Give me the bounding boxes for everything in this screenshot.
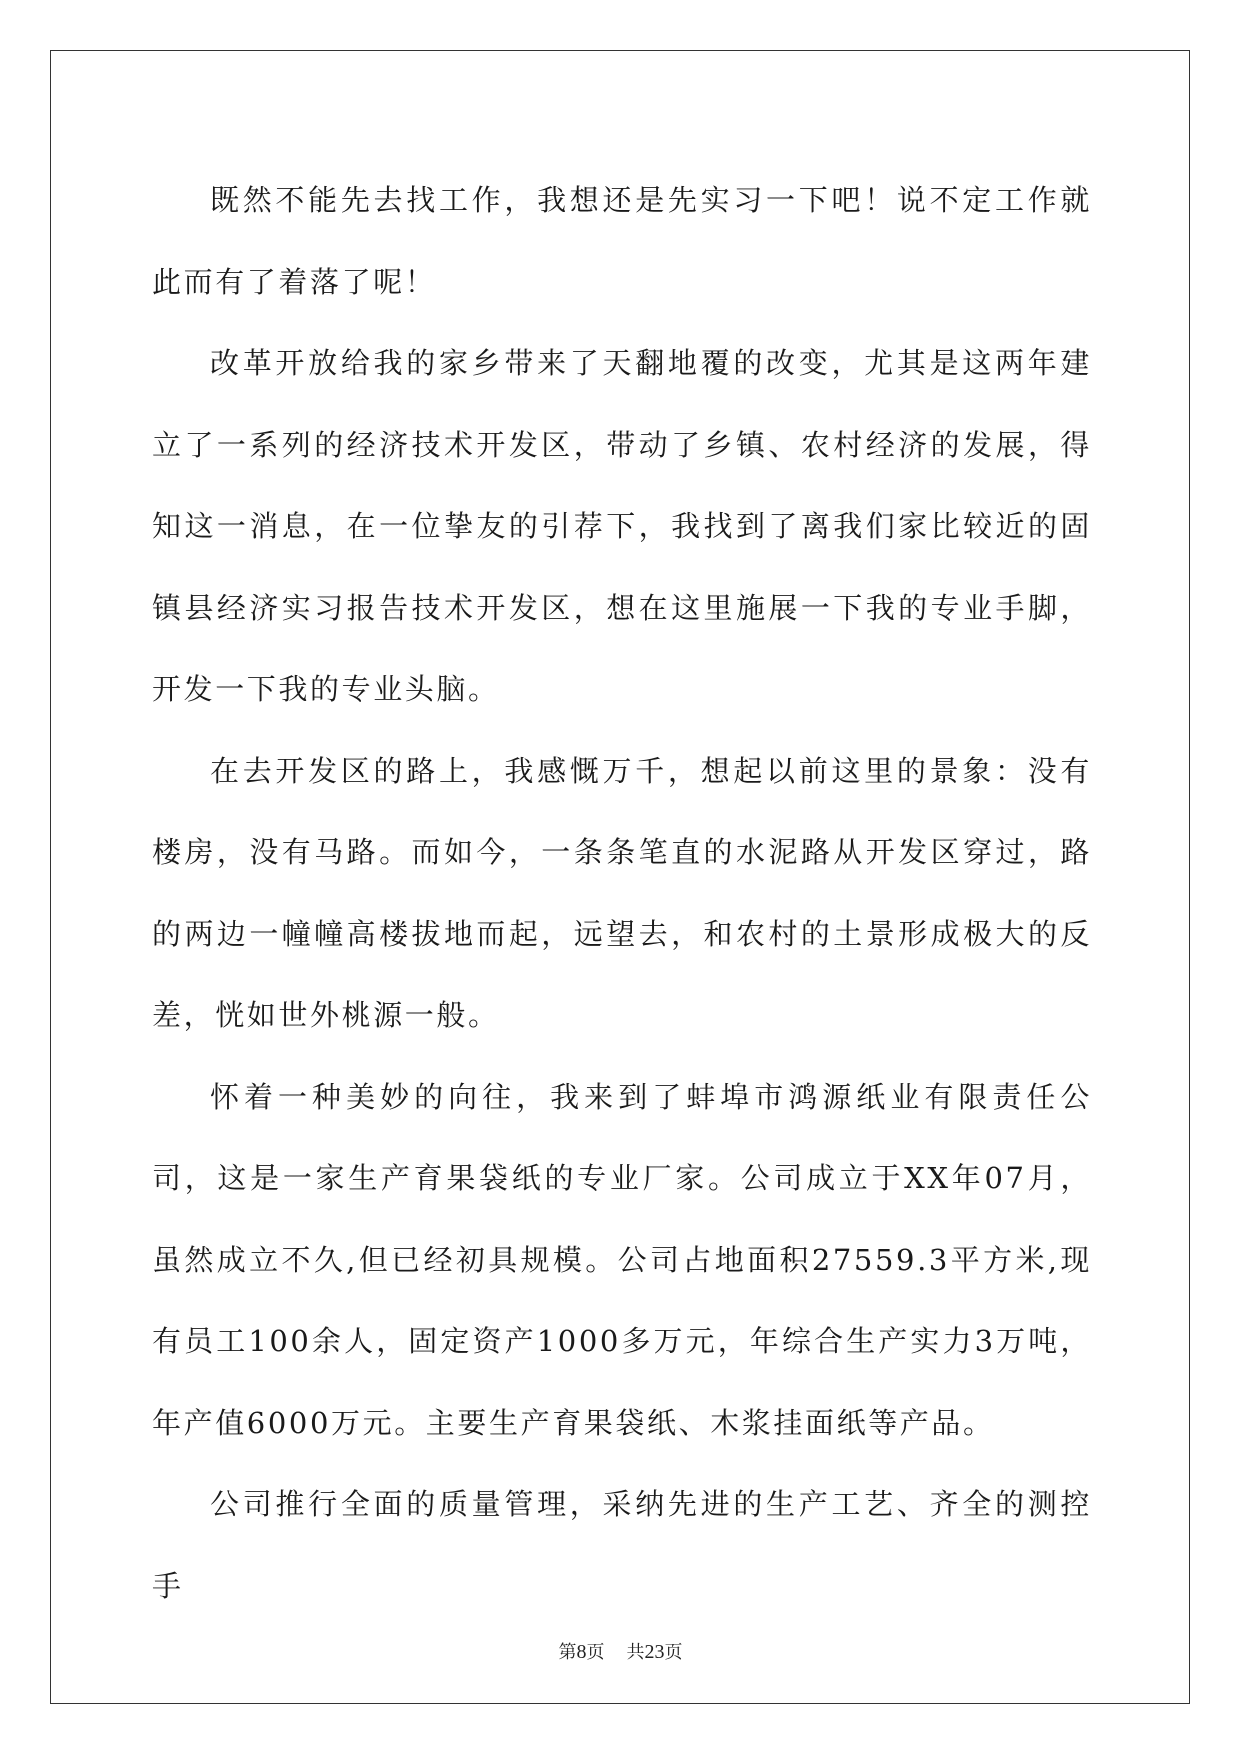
footer-total-suffix: 页 xyxy=(664,1642,683,1663)
document-body xyxy=(152,160,1092,1627)
paragraph-5: 公司推行全面的质量管理，采纳先进的生产工艺、齐全的测控手 xyxy=(152,1487,1092,1603)
paragraph-4: 怀着一种美妙的向往，我来到了蚌埠市鸿源纸业有限责任公司，这是一家生产育果袋纸的专业厂家。公司成立于XX年07月，虽然成立不久,但已经初具规模。公司占地面积27559.3平方米,现有员工100余人，固定资产1000多万元，年综合生产实力3万吨，年产值6000万元。主要生产育果袋纸、木浆挂面纸等产品。 xyxy=(152,1079,1092,1440)
footer-page-prefix: 第 xyxy=(558,1642,577,1663)
page-footer xyxy=(0,1638,1241,1664)
footer-current-page: 8 xyxy=(576,1641,587,1663)
paragraph-2: 改革开放给我的家乡带来了天翻地覆的改变，尤其是这两年建立了一系列的经济技术开发区，带动了乡镇、农村经济的发展，得知这一消息，在一位挚友的引荐下，我找到了离我们家比较近的固镇县经济实习报告技术开发区，想在这里施展一下我的专业手脚，开发一下我的专业头脑。 xyxy=(152,346,1092,706)
footer-total-prefix: 共 xyxy=(626,1642,645,1663)
paragraph-1: 既然不能先去找工作，我想还是先实习一下吧！说不定工作就此而有了着落了呢！ xyxy=(152,183,1092,299)
paragraph-3: 在去开发区的路上，我感慨万千，想起以前这里的景象：没有楼房，没有马路。而如今，一条条笔直的水泥路从开发区穿过，路的两边一幢幢高楼拔地而起，远望去，和农村的土景形成极大的反差，恍如世外桃源一般。 xyxy=(152,753,1092,1032)
footer-page-suffix: 页 xyxy=(586,1642,605,1663)
footer-total-pages: 23 xyxy=(644,1641,665,1663)
